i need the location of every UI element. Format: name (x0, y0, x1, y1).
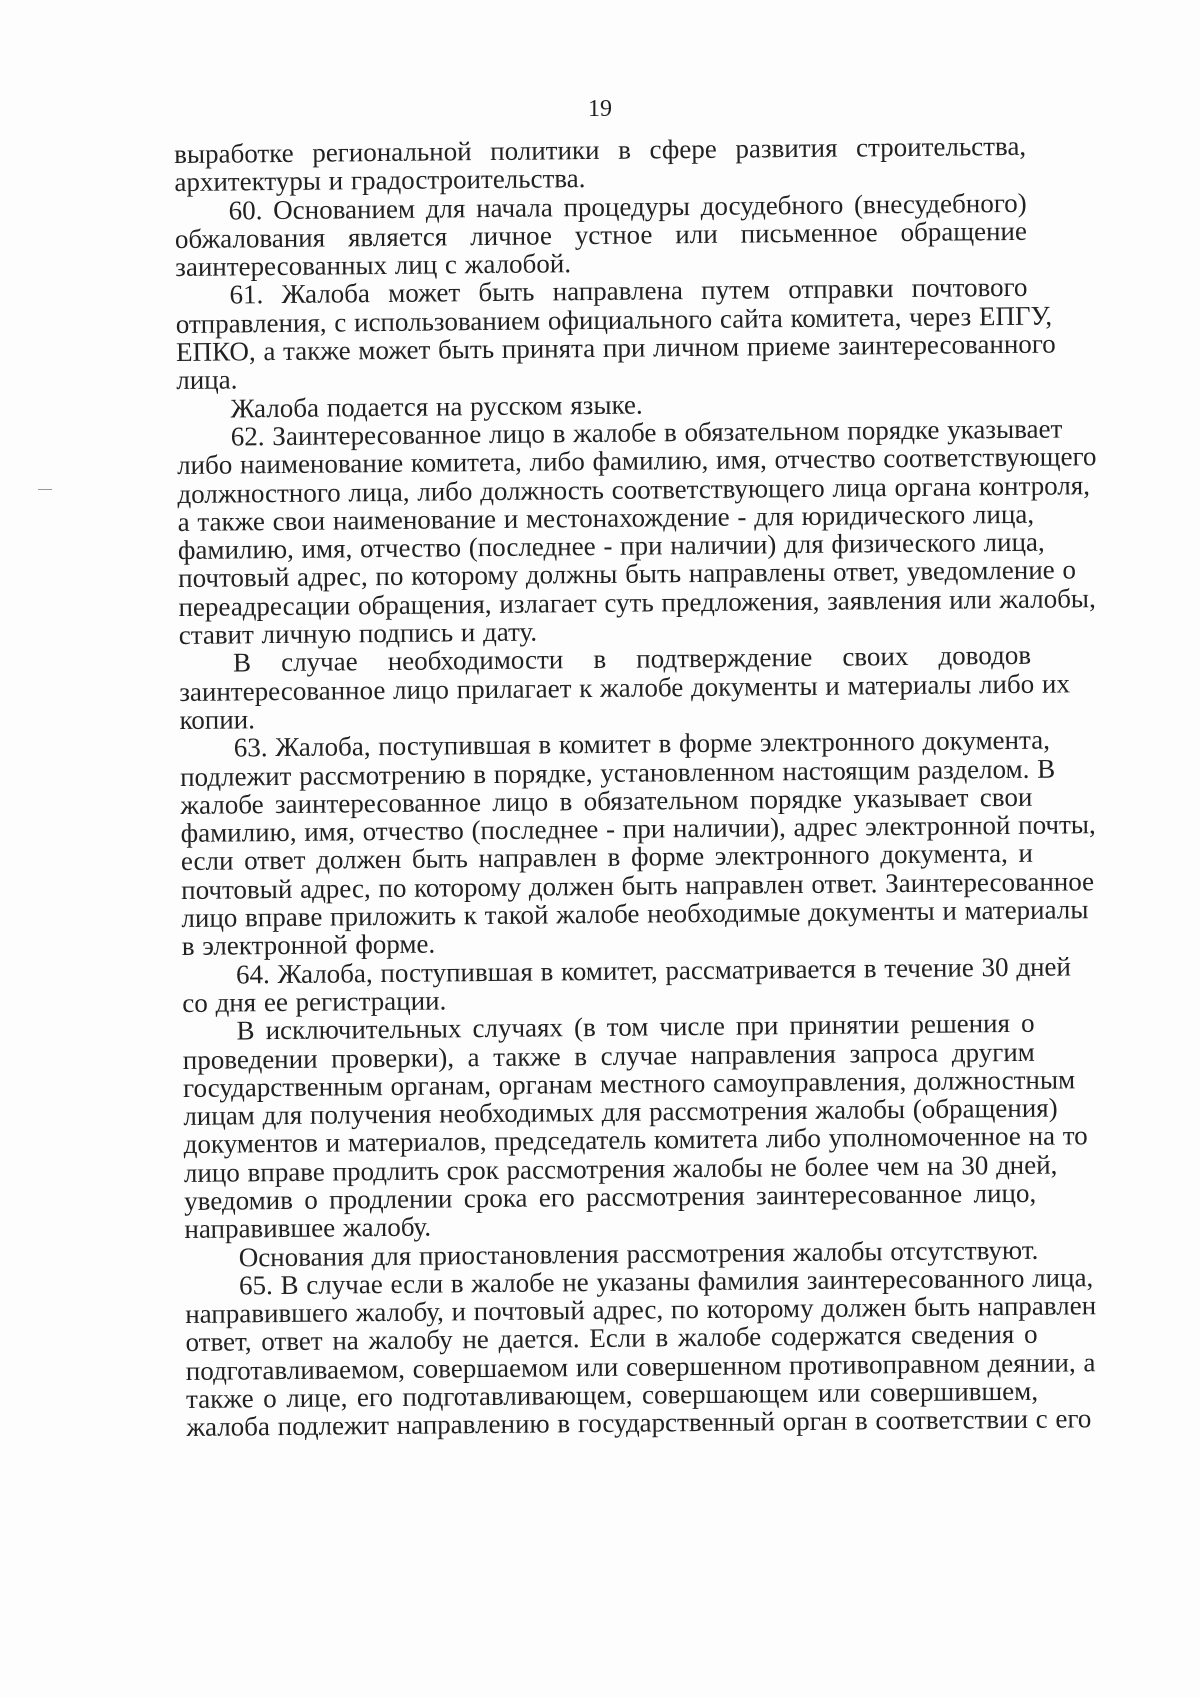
text-line: 61. Жалоба может быть направлена путем отправки почтового (229, 272, 1028, 310)
text-line: В случае необходимости в подтверждение своих доводов (232, 640, 1032, 678)
text-line: уведомив о продлении срока его рассмотрения заинтересованное лицо, (184, 1177, 1037, 1216)
text-line: подлежит рассмотрению в порядке, установленном настоящим разделом. В (179, 753, 1056, 792)
text-line: направившее жалобу. (184, 1211, 432, 1245)
text-line: жалобе заинтересованное лицо в обязательном порядке указывает свои (180, 781, 1033, 820)
text-line: если ответ должен быть направлен в форме электронного документа, и (180, 838, 1034, 877)
text-line: заинтересованное лицо прилагает к жалобе документы и материалы либо их (179, 668, 1071, 707)
scan-margin-mark (38, 489, 52, 490)
text-line: Основания для приостановления рассмотрения жалобы отсутствуют. (238, 1234, 1039, 1273)
text-line: переадресации обращения, излагает суть предложения, заявления или жалобы, (178, 582, 1096, 622)
text-line: ЕПКО, а также может быть принята при личном приеме заинтересованного (175, 328, 1056, 368)
text-line: документов и материалов, председатель комитета либо уполномоченное на то (183, 1120, 1088, 1160)
text-line: архитектуры и градостроительства. (174, 163, 586, 198)
text-line: заинтересованных лиц с жалобой. (175, 248, 572, 283)
text-line: подготавливаемом, совершаемом или совершенном противоправном деянии, а (185, 1346, 1096, 1386)
text-line: также о лице, его подготавливающем, совершающем или совершившем, (185, 1375, 1039, 1415)
text-line: должностного лица, либо должность соответствующего лица органа контроля, (177, 469, 1091, 509)
text-line: со дня ее регистрации. (182, 985, 447, 1018)
text-line: В исключительных случаях (в том числе при принятии решения о (236, 1007, 1035, 1046)
text-line: направившего жалобу, и почтовый адрес, по которому должен быть направлен (185, 1290, 1097, 1330)
text-line: жалоба подлежит направлению в государственный орган в соответствии с его (186, 1403, 1092, 1443)
text-line: фамилию, имя, отчество (последнее - при наличии) для физического лица, (177, 526, 1045, 566)
text-line: 62. Заинтересованное лицо в жалобе в обязательном порядке указывает (230, 413, 1063, 452)
text-line: либо наименование комитета, либо фамилию, имя, отчество соответствующего (176, 441, 1097, 481)
text-line: лицам для получения необходимых для рассмотрения жалобы (обращения) (183, 1092, 1058, 1132)
text-line: почтовый адрес, по которому должны быть направлены ответ, уведомление о (178, 554, 1077, 594)
text-line: ответ, ответ на жалобу не дается. Если в жалобе содержатся сведения о (185, 1319, 1038, 1358)
text-line: копии. (179, 704, 256, 735)
text-line: а также свои наименование и местонахождение - для юридического лица, (177, 498, 1035, 537)
text-line: лица. (176, 364, 238, 396)
text-line: 65. В случае если в жалобе не указаны фамилия заинтересованного лица, (238, 1262, 1094, 1301)
text-line: отправления, с использованием официального сайта комитета, через ЕПГУ, (175, 300, 1053, 339)
text-line: проведении проверки), а также в случае направления запроса другим (182, 1036, 1035, 1075)
text-line: 60. Основанием для начала процедуры досудебного (внесудебного) (228, 187, 1027, 226)
text-line: государственным органам, органам местного самоуправления, должностным (182, 1064, 1076, 1103)
text-line: лицо вправе приложить к такой жалобе необходимые документы и материалы (181, 894, 1089, 933)
text-line: почтовый адрес, по которому должен быть направлен ответ. Заинтересованное (181, 865, 1095, 905)
text-line: в электронной форме. (181, 928, 436, 962)
document-body (173, 130, 1097, 1443)
text-line: 63. Жалоба, поступившая в комитет в форме электронного документа, (233, 724, 1051, 763)
text-line: Жалоба подается на русском языке. (230, 389, 643, 424)
text-line: лицо вправе продлить срок рассмотрения жалобы не более чем на 30 дней, (183, 1149, 1058, 1188)
page-number: 19 (588, 96, 612, 122)
text-line: фамилию, имя, отчество (последнее - при наличии), адрес электронной почты, (180, 809, 1096, 849)
text-line: ставит личную подпись и дату. (178, 616, 538, 651)
text-line: 64. Жалоба, поступившая в комитет, рассматривается в течение 30 дней (235, 951, 1072, 990)
text-line: обжалования является личное устное или письменное обращение (174, 215, 1028, 254)
text-line: выработке региональной политики в сфере развития строительства, (173, 130, 1027, 169)
